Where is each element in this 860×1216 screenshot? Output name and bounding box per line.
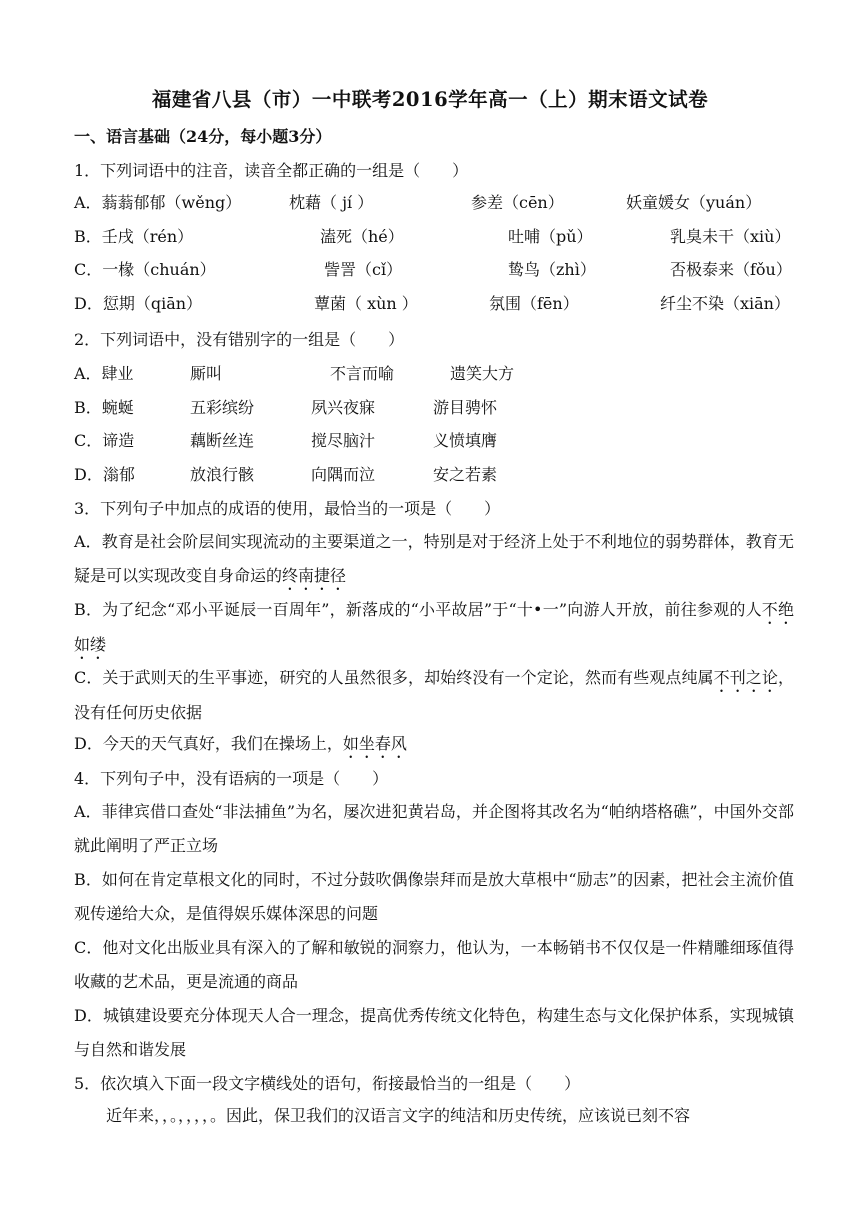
question-3-option-d: D．今天的天气真好，我们在操场上，如坐春风 — [74, 734, 407, 753]
question-4-option-b: B．如何在肯定草根文化的同时，不过分鼓吹偶像崇拜而是放大草根中“励志”的因素，把社会主流价值观传递给大众，是值得娱乐媒体深思的问题 — [74, 870, 794, 923]
question-3-stem: 3．下列句子中加点的成语的使用，最恰当的一项是（ ） — [74, 499, 501, 518]
question-4-option-a: A．菲律宾借口查处“非法捕鱼”为名，屡次进犯黄岩岛，并企图将其改名为“帕纳塔格礁”，中国外交部就此阐明了严正立场 — [74, 802, 794, 855]
question-4-stem: 4．下列句子中，没有语病的一项是（ ） — [74, 769, 389, 788]
question-5-passage: 近年来，，。，，，，。因此，保卫我们的汉语言文字的纯洁和历史传统，应该说已刻不容 — [106, 1106, 691, 1125]
emphasized-idiom: 不绝如缕 — [74, 600, 794, 654]
question-3-option-c: C．关于武则天的生平事迹，研究的人虽然很多，却始终没有一个定论，然而有些观点纯属不刊之论，没有任何历史依据 — [74, 668, 794, 722]
question-5-stem: 5．依次填入下面一段文字横线处的语句，衔接最恰当的一组是（ ） — [74, 1074, 581, 1093]
question-1-option-b: B．壬戌（rén） 溘死（hé） 吐哺（pǔ） 乳臭未干（xiù） — [74, 227, 791, 246]
section-heading: 一、语言基础（24分，每小题3分） — [74, 127, 332, 146]
question-2-option-c: C．谛造 藕断丝连 搅尽脑汁 义愤填膺 — [74, 431, 498, 450]
question-3-option-a: A．教育是社会阶层间实现流动的主要渠道之一，特别是对于经济上处于不利地位的弱势群体，教育无疑是可以实现改变自身命运的终南捷径 — [74, 532, 794, 585]
emphasized-idiom: 终南捷径 — [282, 566, 347, 585]
exam-title: 福建省八县（市）一中联考2016学年高一（上）期末语文试卷 — [151, 88, 709, 111]
question-1-stem: 1．下列词语中的注音，读音全都正确的一组是（ ） — [74, 161, 469, 180]
question-1-option-a: A．蓊蓊郁郁（wěng） 枕藉（ jí ） 参差（cēn） 妖童媛女（yuán） — [74, 193, 762, 212]
question-2-option-a: A．肆业 厮叫 不言而喻 遗笑大方 — [74, 364, 515, 383]
emphasized-idiom: 不刊之论 — [713, 668, 778, 687]
question-1-option-d: D．愆期（qiān） 蕈菌（ xùn ） 氛围（fēn） 纤尘不染（xiān） — [74, 294, 790, 313]
question-3-option-b: B．为了纪念“邓小平诞辰一百周年”，新落成的“小平故居”于“十•一”向游人开放，前往参观的人不绝如缕 — [74, 600, 794, 654]
question-4-option-d: D．城镇建设要充分体现天人合一理念，提高优秀传统文化特色，构建生态与文化保护体系，实现城镇与自然和谐发展 — [74, 1006, 794, 1059]
question-4-option-c: C．他对文化出版业具有深入的了解和敏锐的洞察力，他认为，一本畅销书不仅仅是一件精雕细琢值得收藏的艺术品，更是流通的商品 — [74, 938, 794, 991]
question-2-option-b: B．蜿蜒 五彩缤纷 夙兴夜寐 游目骋怀 — [74, 398, 498, 417]
question-2-stem: 2．下列词语中，没有错别字的一组是（ ） — [74, 330, 405, 349]
question-1-option-c: C．一椽（chuán） 訾詈（cǐ） 鸷鸟（zhì） 否极泰来（fǒu） — [74, 260, 792, 279]
emphasized-idiom: 如坐春风 — [342, 734, 407, 753]
question-2-option-d: D．滃郁 放浪行骸 向隅而泣 安之若素 — [74, 465, 498, 484]
